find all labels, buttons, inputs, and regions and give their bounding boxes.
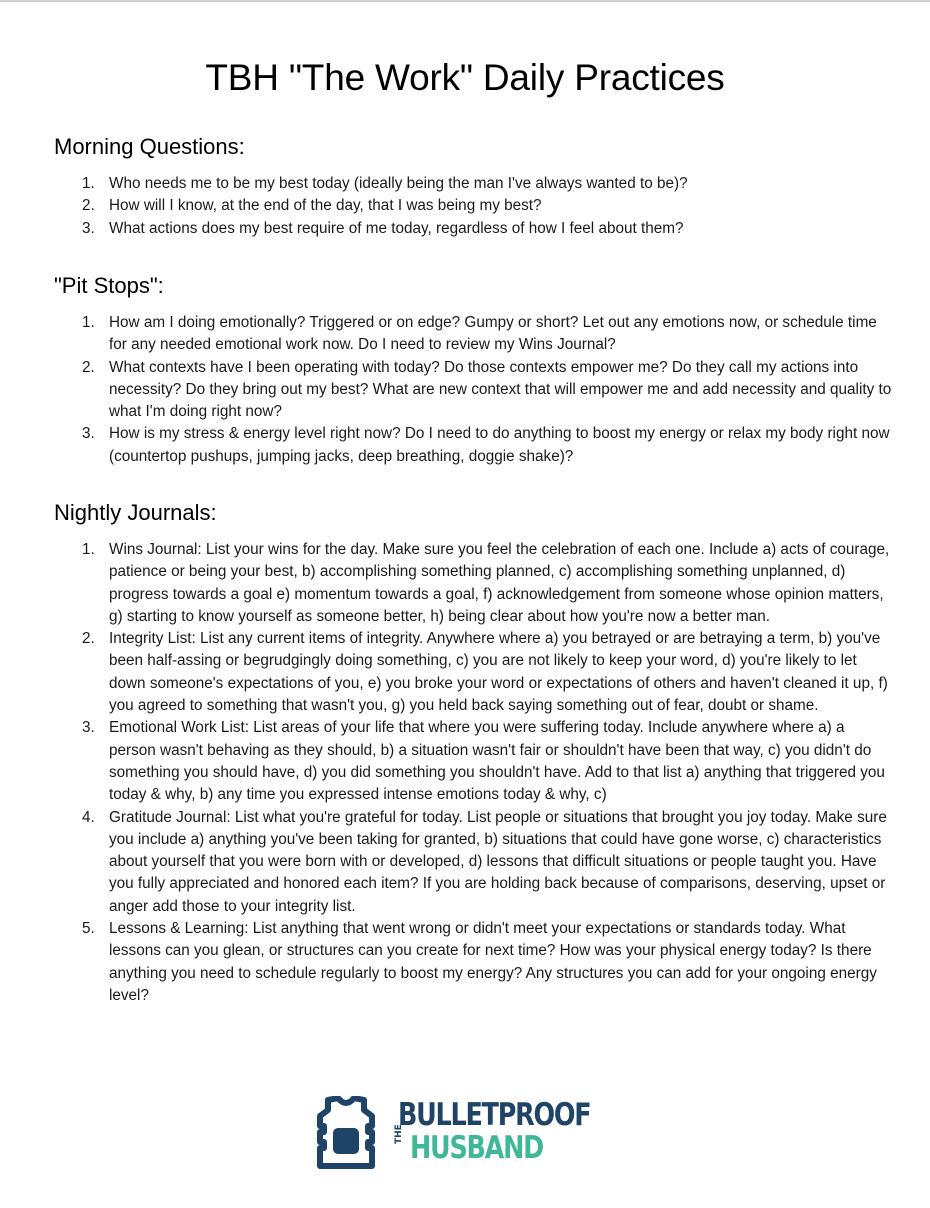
list-item: 4. Gratitude Journal: List what you're grateful for today. List people or situations that brought you joy today. Make sure you include a) anything you've been taking for granted, b) situations that could have gone worse, c) characteristics about yourself that you were born with or developed, d) lessons that difficult situations or people taught you. Have you fully appreciated and honored each item? If you are holding back because of comparisons, deserving, upset or anger add those to your integrity list. [82,808,887,915]
logo-word-husband: HUSBAND [410,1130,544,1166]
list-item: 3. How is my stress & energy level right now? Do I need to do anything to boost my energy or relax my body right now (countertop pushups, jumping jacks, deep breathing, doggie shake)? [82,425,890,465]
list-item: 1. Wins Journal: List your wins for the day. Make sure you feel the celebration of each one. Include a) acts of courage, patience or being your best, b) accomplishing something planned, c) accomplishing something unplanned, d) progress towards a goal e) momentum towards a goal, f) acknowledgement from someone whose opinion matters, g) starting to know yourself as someone better, h) being clear about how you're now a better man. [82,541,890,625]
list-item: 3. Emotional Work List: List areas of your life that where you were suffering today. Include anywhere where a) a person wasn't behaving as they should, b) a situation wasn't fair or shouldn't have been that way, c) you didn't do something you should have, d) you did something you shouldn't have. Add to that list a) anything that triggered you today & why, b) any time you expressed intense emotions today & why, c) [82,719,885,804]
list-item: 2. How will I know, at the end of the day, that I was being my best? [82,197,542,215]
section-heading: Morning Questions: [54,134,245,159]
list-item: 1. How am I doing emotionally? Triggered or on edge? Gumpy or short? Let out any emotions now, or schedule time for any needed emotional work now. Do I need to review my Wins Journal? [82,314,877,354]
list-item: 1. Who needs me to be my best today (ideally being the man I've always wanted to be)? [82,175,688,192]
page-top-border [0,0,930,2]
logo-word-bulletproof: BULLETPROOF [398,1097,591,1133]
numbered-list [54,312,894,468]
section-nightly-journals [54,499,894,1007]
numbered-list [54,539,894,1007]
section-heading: "Pit Stops": [54,273,164,298]
logo-word-the: THE [394,1124,404,1144]
bulletproof-husband-logo [316,1096,616,1172]
list-item: 3. What actions does my best require of me today, regardless of how I feel about them? [82,219,684,237]
list-item: 5. Lessons & Learning: List anything that went wrong or didn't meet your expectations or standards today. What lessons can you glean, or structures can you create for next time? How was your physical energy today? Is there anything you need to schedule regularly to boost my energy? Any structures you can add for your ongoing energy level? [82,920,877,1004]
numbered-list [54,173,894,240]
list-item: 2. What contexts have I been operating with today? Do those contexts empower me? Do they call my actions into necessity? Do they bring out my best? What are new context that will empower me and add necessity and quality to what I'm doing right now? [82,358,892,421]
list-item: 2. Integrity List: List any current items of integrity. Anywhere where a) you betrayed or are betraying a term, b) you've been half-assing or begrudgingly doing something, c) you are not likely to keep your word, d) you're likely to let down someone's expectations of you, e) you broke your word or expectations of others and haven't cleaned it up, f) you agreed to something that wasn't you, g) you held back saying something out of fear, doubt or shame. [82,630,888,715]
bulletproof-vest-icon [316,1096,376,1170]
section-pit-stops [54,272,894,468]
section-morning-questions [54,133,894,240]
section-heading: Nightly Journals: [54,500,217,525]
document-title: TBH "The Work" Daily Practices [205,57,725,98]
